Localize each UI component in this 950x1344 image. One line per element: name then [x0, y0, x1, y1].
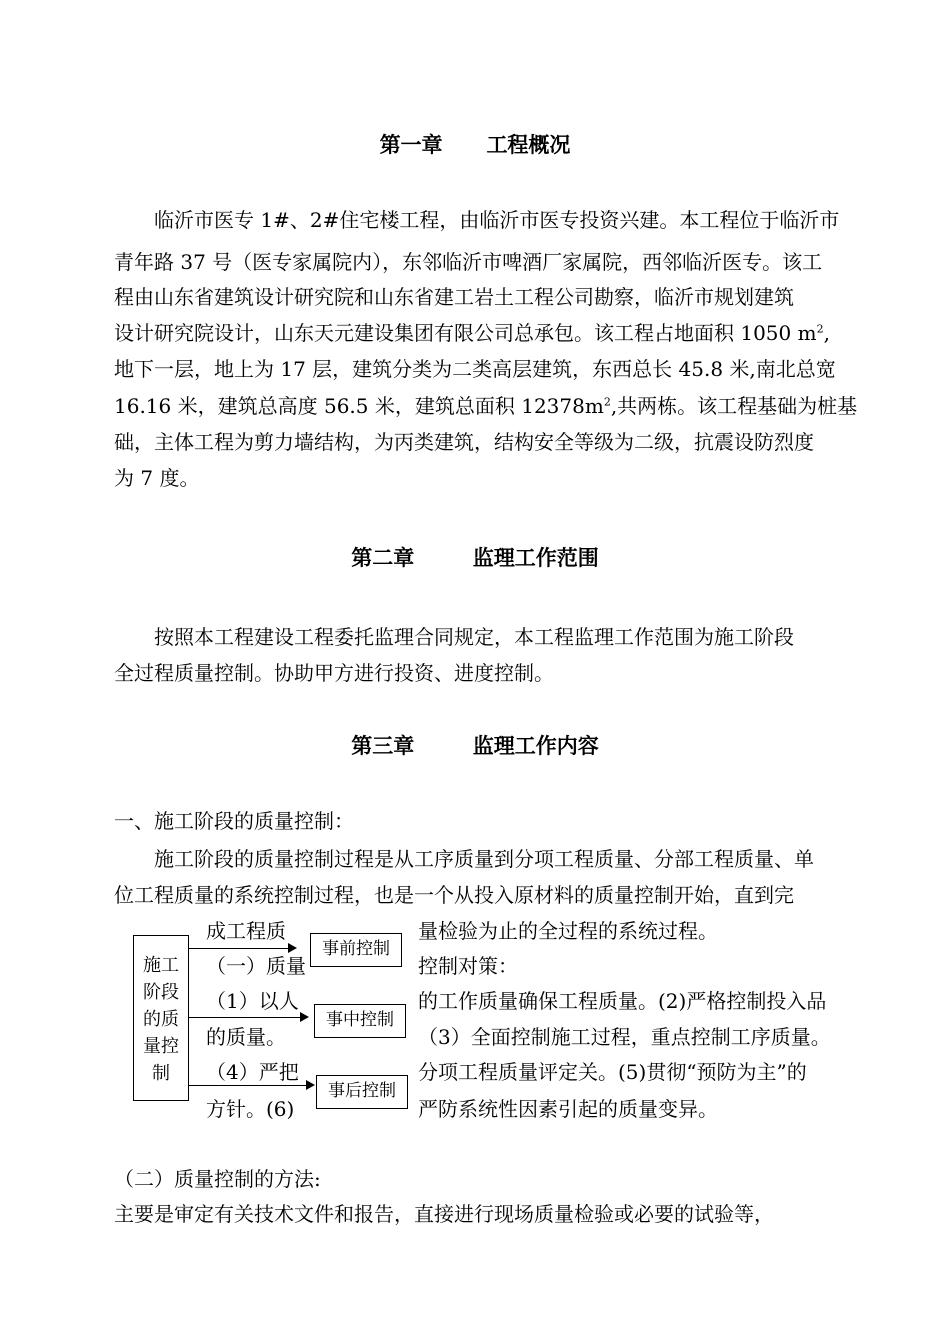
chapter-3-heading: [0, 731, 950, 761]
section2-line: 主要是审定有关技术文件和报告，直接进行现场质量检验或必要的试验等，: [114, 1202, 774, 1226]
ch1-line: 青年路 37 号（医专家属院内），东邻临沂市啤酒厂家属院，西邻临沂医专。该工: [114, 250, 823, 274]
chapter-number: 第二章: [351, 546, 415, 570]
diagram-text-fragment: 分项工程质量评定关。(5)贯彻“预防为主”的: [418, 1060, 807, 1084]
ch2-line: 全过程质量控制。协助甲方进行投资、进度控制。: [114, 661, 554, 685]
chapter-number: 第一章: [379, 133, 443, 157]
diagram-text-fragment: 的工作质量确保工程质量。(2)严格控制投入品: [418, 989, 827, 1013]
diagram-text-fragment: （4）严把: [206, 1060, 299, 1084]
section1-line: 施工阶段的质量控制过程是从工序质量到分项工程质量、分部工程质量、单: [154, 847, 814, 871]
chapter-2-heading: [0, 543, 950, 573]
section-heading: （二）质量控制的方法:: [114, 1167, 321, 1191]
chapter-title: 监理工作内容: [472, 734, 599, 758]
ch2-line: 按照本工程建设工程委托监理合同规定，本工程监理工作范围为施工阶段: [154, 625, 794, 649]
diagram-text-fragment: 量检验为止的全过程的系统过程。: [418, 919, 718, 943]
ch1-line: 16.16 米，建筑总高度 56.5 米，建筑总面积 $12378m^2$,共两栋。该工程基础为桩基: [114, 394, 858, 418]
diagram-text-fragment: 的质量。: [206, 1025, 286, 1049]
ch1-line: 设计研究院设计，山东天元建设集团有限公司总承包。该工程占地面积 1050 $m^2$,: [114, 321, 830, 345]
diagram-text-fragment: 成工程质: [206, 919, 286, 943]
mid-control-box: 事中控制: [314, 1004, 406, 1038]
ch1-line: 为 7 度。: [114, 466, 200, 490]
arrow-icon: [189, 1017, 307, 1018]
diagram-text-fragment: 方针。(6): [206, 1097, 295, 1121]
chapter-title: 工程概况: [486, 133, 571, 157]
chapter-1-heading: [0, 130, 950, 160]
diagram-text-fragment: （一）质量: [206, 954, 306, 978]
diagram-text-fragment: （1）以人: [206, 989, 299, 1013]
diagram-text-fragment: （3）全面控制施工过程，重点控制工序质量。: [418, 1025, 831, 1049]
section-heading: 一、施工阶段的质量控制：: [114, 809, 354, 833]
ch1-line: 地下一层，地上为 17 层，建筑分类为二类高层建筑，东西总长 45.8 米,南北总宽: [114, 357, 836, 381]
post-control-box: 事后控制: [316, 1075, 408, 1109]
pre-control-box: 事前控制: [310, 933, 402, 967]
diagram-text-fragment: 控制对策：: [418, 954, 518, 978]
diagram-text-fragment: 严防系统性因素引起的质量变异。: [418, 1097, 718, 1121]
chapter-title: 监理工作范围: [472, 546, 599, 570]
ch1-line: 础，主体工程为剪力墙结构，为丙类建筑，结构安全等级为二级，抗震设防烈度: [114, 430, 814, 454]
section1-line: 位工程质量的系统控制过程，也是一个从投入原材料的质量控制开始，直到完: [114, 883, 794, 907]
arrow-icon: [189, 948, 295, 949]
quality-control-main-box: 施工 阶段 的质 量控 制: [133, 935, 189, 1101]
ch1-line: 程由山东省建筑设计研究院和山东省建工岩土工程公司勘察，临沂市规划建筑: [114, 285, 794, 309]
chapter-number: 第三章: [351, 734, 415, 758]
ch1-line: 临沂市医专 1#、2#住宅楼工程，由临沂市医专投资兴建。本工程位于临沂市: [154, 208, 840, 232]
